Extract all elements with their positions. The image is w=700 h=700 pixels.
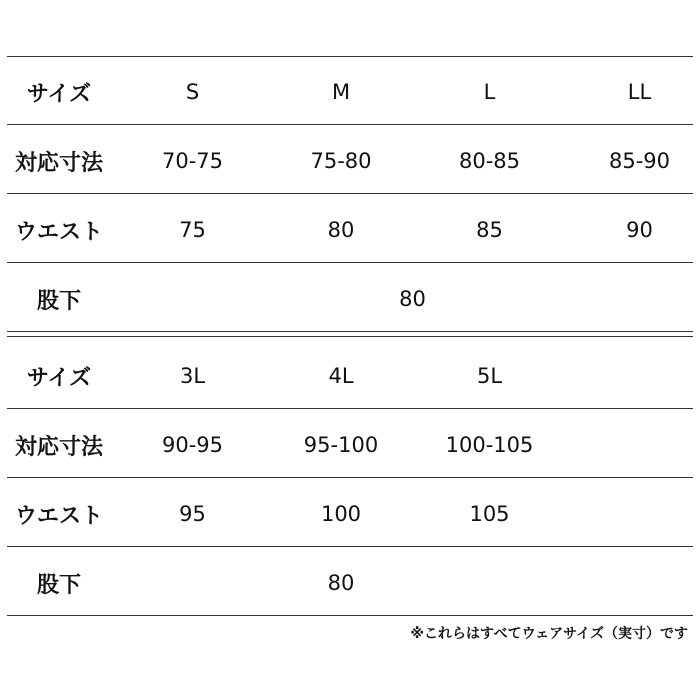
waist-row: [0, 480, 700, 548]
row-label: サイズ: [26, 365, 92, 391]
row-label: ウエスト: [14, 219, 103, 245]
size-header-row: [0, 342, 700, 410]
inseam-row: [0, 549, 700, 617]
footnote: ※これらはすべてウェアサイズ（実寸）です: [410, 626, 688, 642]
size-cell: S: [185, 80, 200, 104]
value-cell: 85: [476, 218, 503, 242]
value-cell: 105: [469, 502, 510, 526]
row-label: 股下: [36, 288, 81, 314]
value-cell: 90-95: [161, 433, 224, 457]
size-header-row: [0, 58, 700, 126]
value-cell: 75-80: [310, 149, 372, 173]
value-cell: 95: [179, 502, 206, 526]
value-cell: 100-105: [445, 433, 534, 457]
table-top-rule: [7, 56, 693, 57]
value-cell: 100: [320, 502, 362, 526]
row-label: 対応寸法: [14, 150, 103, 176]
value-cell: 70-75: [161, 149, 224, 173]
size-cell: M: [331, 80, 351, 104]
range-row: [0, 127, 700, 195]
value-cell: 80: [399, 287, 426, 311]
size-cell: LL: [627, 80, 652, 104]
range-row: [0, 411, 700, 479]
row-label: ウエスト: [14, 503, 103, 529]
value-cell: 90: [626, 218, 653, 242]
value-cell: 80: [327, 571, 355, 595]
value-cell: 95-100: [303, 433, 379, 457]
value-cell: 80: [327, 218, 355, 242]
row-label: 股下: [36, 572, 81, 598]
value-cell: 80-85: [458, 149, 521, 173]
inseam-row: [0, 265, 700, 333]
size-cell: 5L: [476, 364, 503, 388]
size-cell: 3L: [179, 364, 206, 388]
row-label: 対応寸法: [14, 434, 103, 460]
waist-row: [0, 196, 700, 264]
value-cell: 75: [179, 218, 206, 242]
value-cell: 85-90: [608, 149, 671, 173]
size-cell: 4L: [328, 364, 354, 388]
size-cell: L: [483, 80, 496, 104]
row-label: サイズ: [26, 81, 92, 107]
